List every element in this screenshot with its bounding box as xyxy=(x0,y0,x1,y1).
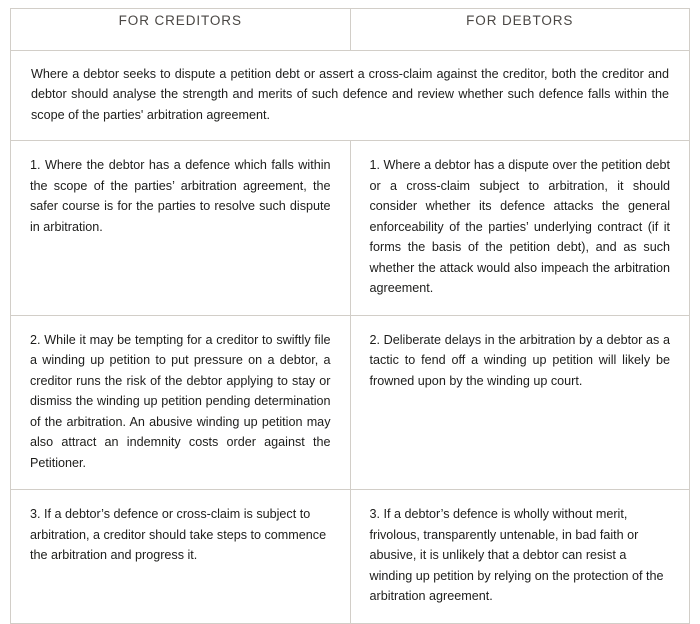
creditors-debtors-comparison-table xyxy=(10,8,690,624)
cell-debtors-point-3 xyxy=(350,490,690,624)
table-body xyxy=(11,51,690,624)
cell-creditors-point-3 xyxy=(11,490,351,624)
banner-text: Where a debtor seeks to dispute a petition debt or assert a cross-claim against the creditor, both the creditor and debtor should analyse the strength and merits of such defence and review whether such defence falls within the scope of the parties' arbitration agreement. xyxy=(31,67,669,122)
table-header xyxy=(11,9,690,51)
creditors-point-1-text: 1. Where the debtor has a defence which falls within the scope of the parties’ arbitration agreement, the safer course is for the parties to resolve such dispute in arbitration. xyxy=(30,158,331,234)
table-row xyxy=(11,141,690,316)
table-row xyxy=(11,315,690,490)
banner-cell xyxy=(11,51,690,141)
table-row xyxy=(11,490,690,624)
creditors-point-2-text: 2. While it may be tempting for a creditor to swiftly file a winding up petition to put pressure on a debtor, a creditor runs the risk of the debtor applying to stay or dismiss the winding up petition pending determination of the arbitration. An abusive winding up petition may also attract an indemnity costs order against the Petitioner. xyxy=(30,332,331,470)
column-header-for-creditors: FOR CREDITORS xyxy=(11,9,351,51)
debtors-point-3-text: 3. If a debtor’s defence is wholly without merit, frivolous, transparently untenable, in bad faith or abusive, it is unlikely that a debtor can resist a winding up petition by relying on the protection of the arbitration agreement. xyxy=(369,507,664,604)
debtors-point-2-text: 2. Deliberate delays in the arbitration by a debtor as a tactic to fend off a winding up petition will likely be frowned upon by the winding up court. xyxy=(369,332,670,388)
guidance-table-container xyxy=(10,8,690,624)
cell-creditors-point-1 xyxy=(11,141,351,316)
banner-row xyxy=(11,51,690,141)
cell-creditors-point-2 xyxy=(11,315,351,490)
creditors-point-3-text: 3. If a debtor’s defence or cross-claim is subject to arbitration, a creditor should take steps to commence the arbitration and progress it. xyxy=(30,507,327,563)
column-header-for-debtors: FOR DEBTORS xyxy=(350,9,690,51)
cell-debtors-point-2 xyxy=(350,315,690,490)
header-row xyxy=(11,9,690,51)
cell-debtors-point-1 xyxy=(350,141,690,316)
debtors-point-1-text: 1. Where a debtor has a dispute over the petition debt or a cross-claim subject to arbitration, it should consider whether its defence attacks the general enforceability of the parties’ underlying contract (if it forms the basis of the petition debt), and as such whether the attack would also impeach the arbitration agreement. xyxy=(369,158,670,296)
